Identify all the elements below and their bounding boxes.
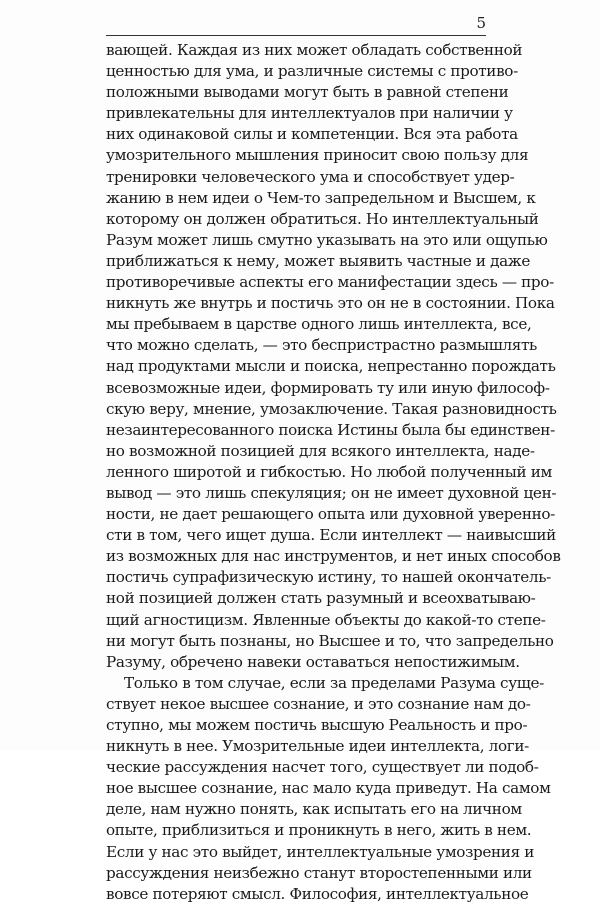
- text-line: тренировки человеческого ума и способствует удер-: [106, 167, 515, 186]
- text-line: но возможной позицией для всякого интеллекта, наде-: [106, 441, 535, 460]
- text-line: ности, не дает решающего опыта или духовной уверенно-: [106, 505, 555, 524]
- text-line: постичь супрафизическую истину, то нашей окончатель-: [106, 568, 551, 587]
- text-line: щий агностицизм. Явленные объекты до какой-то степе-: [106, 610, 546, 629]
- text-line: всевозможные идеи, формировать ту или иную философ-: [106, 378, 550, 397]
- text-line: вающей. Каждая из них может обладать собственной: [106, 41, 523, 59]
- text-line: ценностью для ума, и различные системы с противо-: [106, 62, 518, 81]
- text-line: приближаться к нему, может выявить частные и даже: [106, 251, 531, 270]
- text-line: ствует некое высшее сознание, и это сознание нам до-: [106, 694, 531, 713]
- text-line: сти в том, чего ищет душа. Если интеллект — наивысший: [106, 526, 556, 545]
- text-line: скую веру, мнение, умозаключение. Такая разновидность: [106, 399, 557, 418]
- text-line: привлекательны для интеллектуалов при наличии у: [106, 104, 513, 123]
- text-line: них одинаковой силы и компетенции. Вся эта работа: [106, 125, 518, 144]
- text-line: вовсе потеряют смысл. Философия, интеллектуальное: [106, 884, 529, 903]
- text-line: ленного широтой и гибкостью. Но любой полученный им: [106, 462, 552, 481]
- text-line: Только в том случае, если за пределами Разума суще-: [124, 673, 544, 692]
- text-line: ное высшее сознание, нас мало куда приведут. На самом: [106, 779, 551, 798]
- text-line: незаинтересованного поиска Истины была бы единствен-: [106, 420, 555, 439]
- header-rule: [106, 35, 486, 36]
- text-line: Разум может лишь смутно указывать на это или ощупью: [106, 230, 548, 249]
- text-line: над продуктами мысли и поиска, непрестанно порождать: [106, 357, 556, 376]
- body-text: [106, 40, 561, 905]
- text-line: жанию в нем идеи о Чем-то запредельном и Высшем, к: [106, 188, 536, 207]
- page-number: 5: [476, 14, 486, 32]
- text-line: положными выводами могут быть в равной степени: [106, 83, 509, 102]
- text-line: мы пребываем в царстве одного лишь интеллекта, все,: [106, 315, 532, 334]
- text-line: опыте, приблизиться и проникнуть в него, жить в нем.: [106, 821, 532, 840]
- text-line: из возможных для нас инструментов, и нет иных способов: [106, 547, 561, 566]
- text-line: рассуждения неизбежно станут второстепенными или: [106, 863, 532, 882]
- text-line: ческие рассуждения насчет того, существует ли подоб-: [106, 758, 539, 777]
- text-line: умозрительного мышления приносит свою пользу для: [106, 146, 529, 165]
- text-line: никнуть же внутрь и постичь это он не в состоянии. Пока: [106, 294, 555, 313]
- text-line: противоречивые аспекты его манифестации здесь — про-: [106, 273, 554, 292]
- text-line: ни могут быть познаны, но Высшее и то, что запредельно: [106, 631, 554, 650]
- text-line: ной позицией должен стать разумный и всеохватываю-: [106, 589, 536, 608]
- text-line: которому он должен обратиться. Но интеллектуальный: [106, 209, 539, 228]
- text-line: ступно, мы можем постичь высшую Реальность и про-: [106, 716, 528, 734]
- text-line: деле, нам нужно понять, как испытать его на личном: [106, 800, 522, 819]
- text-line: никнуть в нее. Умозрительные идеи интеллекта, логи-: [106, 737, 529, 756]
- text-line: Разуму, обречено навеки оставаться непостижимым.: [106, 652, 520, 671]
- text-line: вывод — это лишь спекуляция; он не имеет духовной цен-: [106, 483, 557, 502]
- text-line: Если у нас это выйдет, интеллектуальные умозрения и: [106, 842, 535, 861]
- text-line: что можно сделать, — это беспристрастно размышлять: [106, 336, 537, 355]
